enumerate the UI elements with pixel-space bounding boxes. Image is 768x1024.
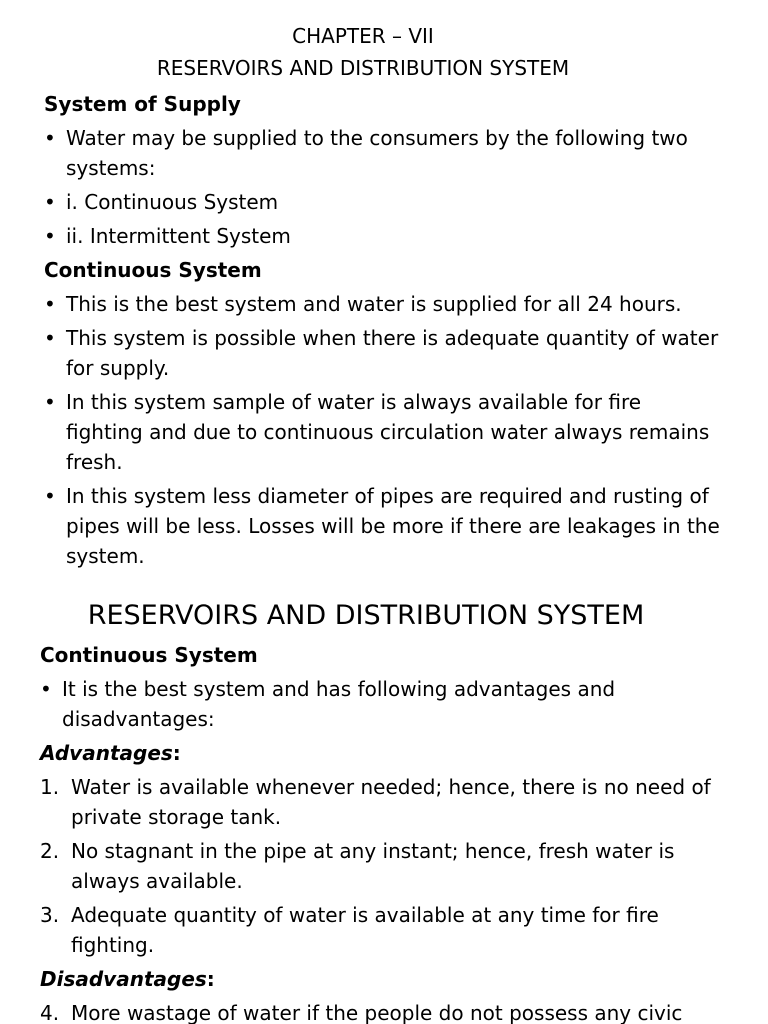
advantage-item: [40, 900, 730, 960]
advantages-colon: :: [172, 741, 181, 765]
disadvantage-item: [40, 998, 730, 1024]
continuous-bullet: • This system is possible when there is adequate quantity of water for supply.: [44, 323, 724, 383]
heading-continuous-system: Continuous System: [40, 643, 258, 667]
heading-system-of-supply: System of Supply: [44, 92, 241, 116]
item-text: Adequate quantity of water is available at any time for fire fighting.: [71, 903, 659, 957]
intro-bullet: • It is the best system and has following advantages and disadvantages:: [40, 674, 730, 734]
continuous-bullet: • In this system sample of water is always available for fire fighting and due to continuous circulation water always remains fresh.: [44, 387, 724, 477]
item-number: 3.: [40, 903, 60, 927]
slide-2-body: [40, 640, 730, 1024]
slide-1-body: [44, 89, 724, 575]
advantage-item: [40, 836, 730, 896]
item-number: 2.: [40, 839, 60, 863]
item-number: 1.: [40, 775, 60, 799]
supply-bullet: • i. Continuous System: [44, 187, 724, 217]
advantages-label: Advantages: [40, 741, 173, 765]
supply-bullet: • Water may be supplied to the consumers by the following two systems:: [44, 123, 724, 183]
disadvantages-heading: [40, 964, 730, 994]
item-text: More wastage of water if the people do not possess any civic: [71, 1001, 683, 1024]
chapter-title: CHAPTER – VII: [292, 24, 434, 48]
supply-bullet: • ii. Intermittent System: [44, 221, 724, 251]
item-number: 4.: [40, 1001, 60, 1024]
slide-2-title: RESERVOIRS AND DISTRIBUTION SYSTEM: [87, 600, 645, 631]
item-text: Water is available whenever needed; hence, there is no need of private storage tank.: [71, 775, 711, 829]
advantage-item: [40, 772, 730, 832]
advantages-heading: [40, 738, 730, 768]
heading-continuous-system: Continuous System: [44, 258, 262, 282]
continuous-bullet: • This is the best system and water is supplied for all 24 hours.: [44, 289, 724, 319]
disadvantages-label: Disadvantages: [40, 967, 207, 991]
disadvantages-colon: :: [206, 967, 215, 991]
item-text: No stagnant in the pipe at any instant; hence, fresh water is always available.: [71, 839, 675, 893]
chapter-subtitle: RESERVOIRS AND DISTRIBUTION SYSTEM: [156, 56, 570, 80]
continuous-bullet: • In this system less diameter of pipes are required and rusting of pipes will be less. Losses will be more if there are leakages in the system.: [44, 481, 724, 571]
